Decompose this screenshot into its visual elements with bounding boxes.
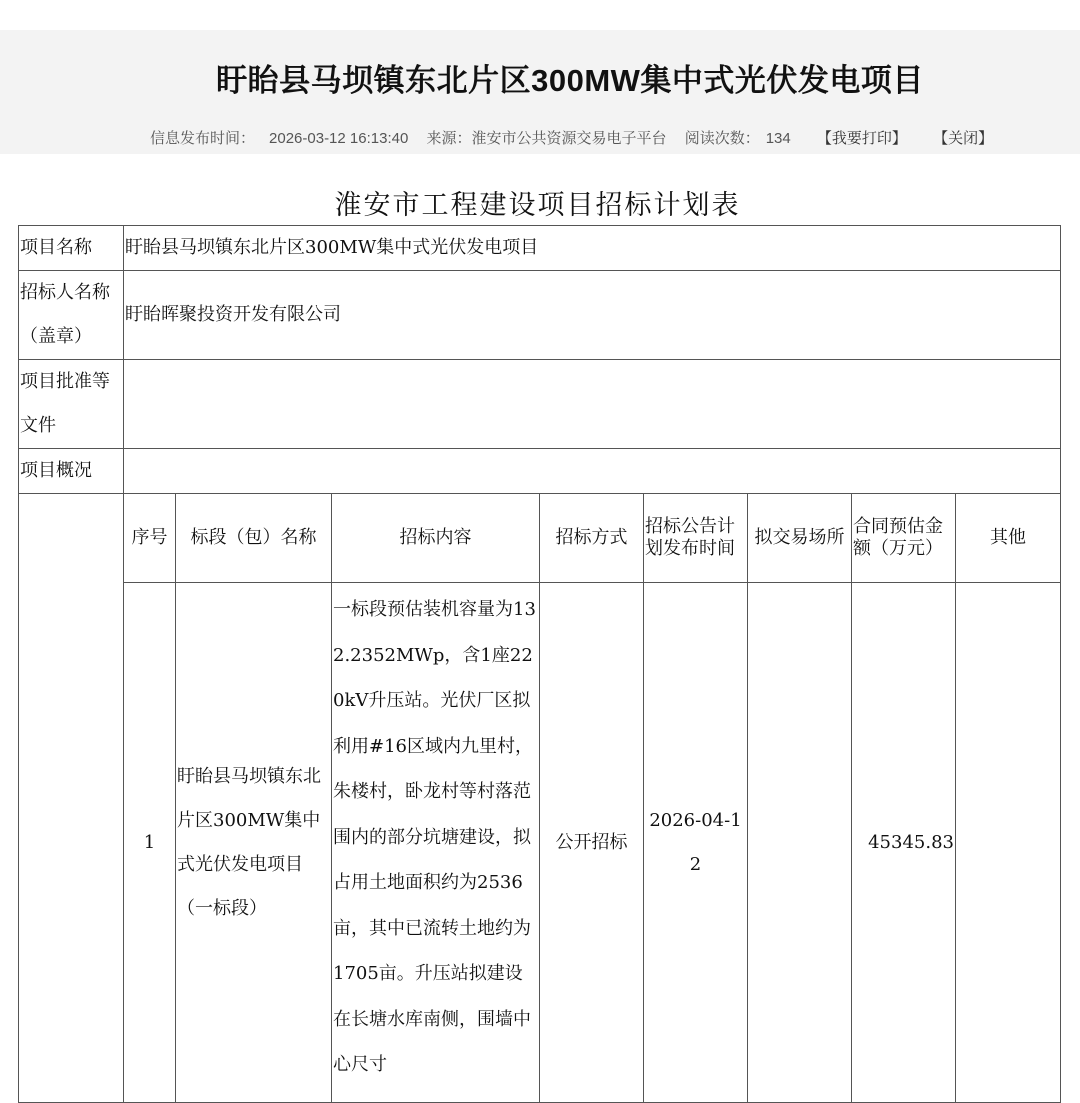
row-index: 1: [124, 583, 176, 1103]
project-name: 盱眙县马坝镇东北片区300MW集中式光伏发电项目: [124, 226, 1061, 271]
approval-docs-label: 项目批准等文件: [19, 360, 124, 449]
source-label: 来源：: [426, 130, 472, 147]
tenderer-label: 招标人名称（盖章）: [19, 271, 124, 360]
tender-plan-table: [18, 225, 1061, 1103]
publish-time: 2026-03-12 16:13:40: [269, 130, 409, 147]
col-header-venue: 拟交易场所: [748, 494, 852, 583]
col-header-other: 其他: [956, 494, 1061, 583]
views-label: 阅读次数：: [684, 130, 760, 147]
col-header-amount: 合同预估金额（万元）: [852, 494, 956, 583]
overview-label: 项目概况: [19, 449, 124, 494]
source: 淮安市公共资源交易电子平台: [471, 130, 667, 147]
col-header-method: 招标方式: [540, 494, 644, 583]
row-other: [956, 583, 1061, 1103]
row-publish-date: 2026-04-12: [644, 583, 748, 1103]
document-title: 淮安市工程建设项目招标计划表: [334, 190, 741, 221]
col-header-index: 序号: [124, 494, 176, 583]
overview-blank-cell: [19, 494, 124, 1103]
row-content: 一标段预估装机容量为132.2352MWp，含1座220kV升压站。光伏厂区拟利用#16区域内九里村，朱楼村，卧龙村等村落范围内的部分坑塘建设，拟占用土地面积约为2536亩，其中已流转土地约为1705亩。升压站拟建设在长塘水库南侧，围墙中心尺寸: [332, 583, 540, 1103]
col-header-section-name: 标段（包）名称: [176, 494, 332, 583]
project-name-label: 项目名称: [19, 226, 124, 271]
article-meta: [150, 127, 1015, 148]
approval-docs: [124, 360, 1061, 449]
row-venue: [748, 583, 852, 1103]
close-button[interactable]: 【关闭】: [933, 130, 994, 147]
row-method: 公开招标: [540, 583, 644, 1103]
table-row: [19, 583, 1061, 1103]
overview: [124, 449, 1061, 494]
col-header-content: 招标内容: [332, 494, 540, 583]
page-title: 盱眙县马坝镇东北片区300MW集中式光伏发电项目: [216, 63, 924, 98]
row-section-name: 盱眙县马坝镇东北片区300MW集中式光伏发电项目（一标段）: [176, 583, 332, 1103]
views-count: 134: [765, 130, 791, 147]
col-header-publish-date: 招标公告计划发布时间: [644, 494, 748, 583]
tenderer: 盱眙晖聚投资开发有限公司: [124, 271, 1061, 360]
print-button[interactable]: 【我要打印】: [816, 130, 907, 147]
publish-time-label: 信息发布时间：: [150, 130, 256, 147]
row-amount: 45345.83: [852, 583, 956, 1103]
